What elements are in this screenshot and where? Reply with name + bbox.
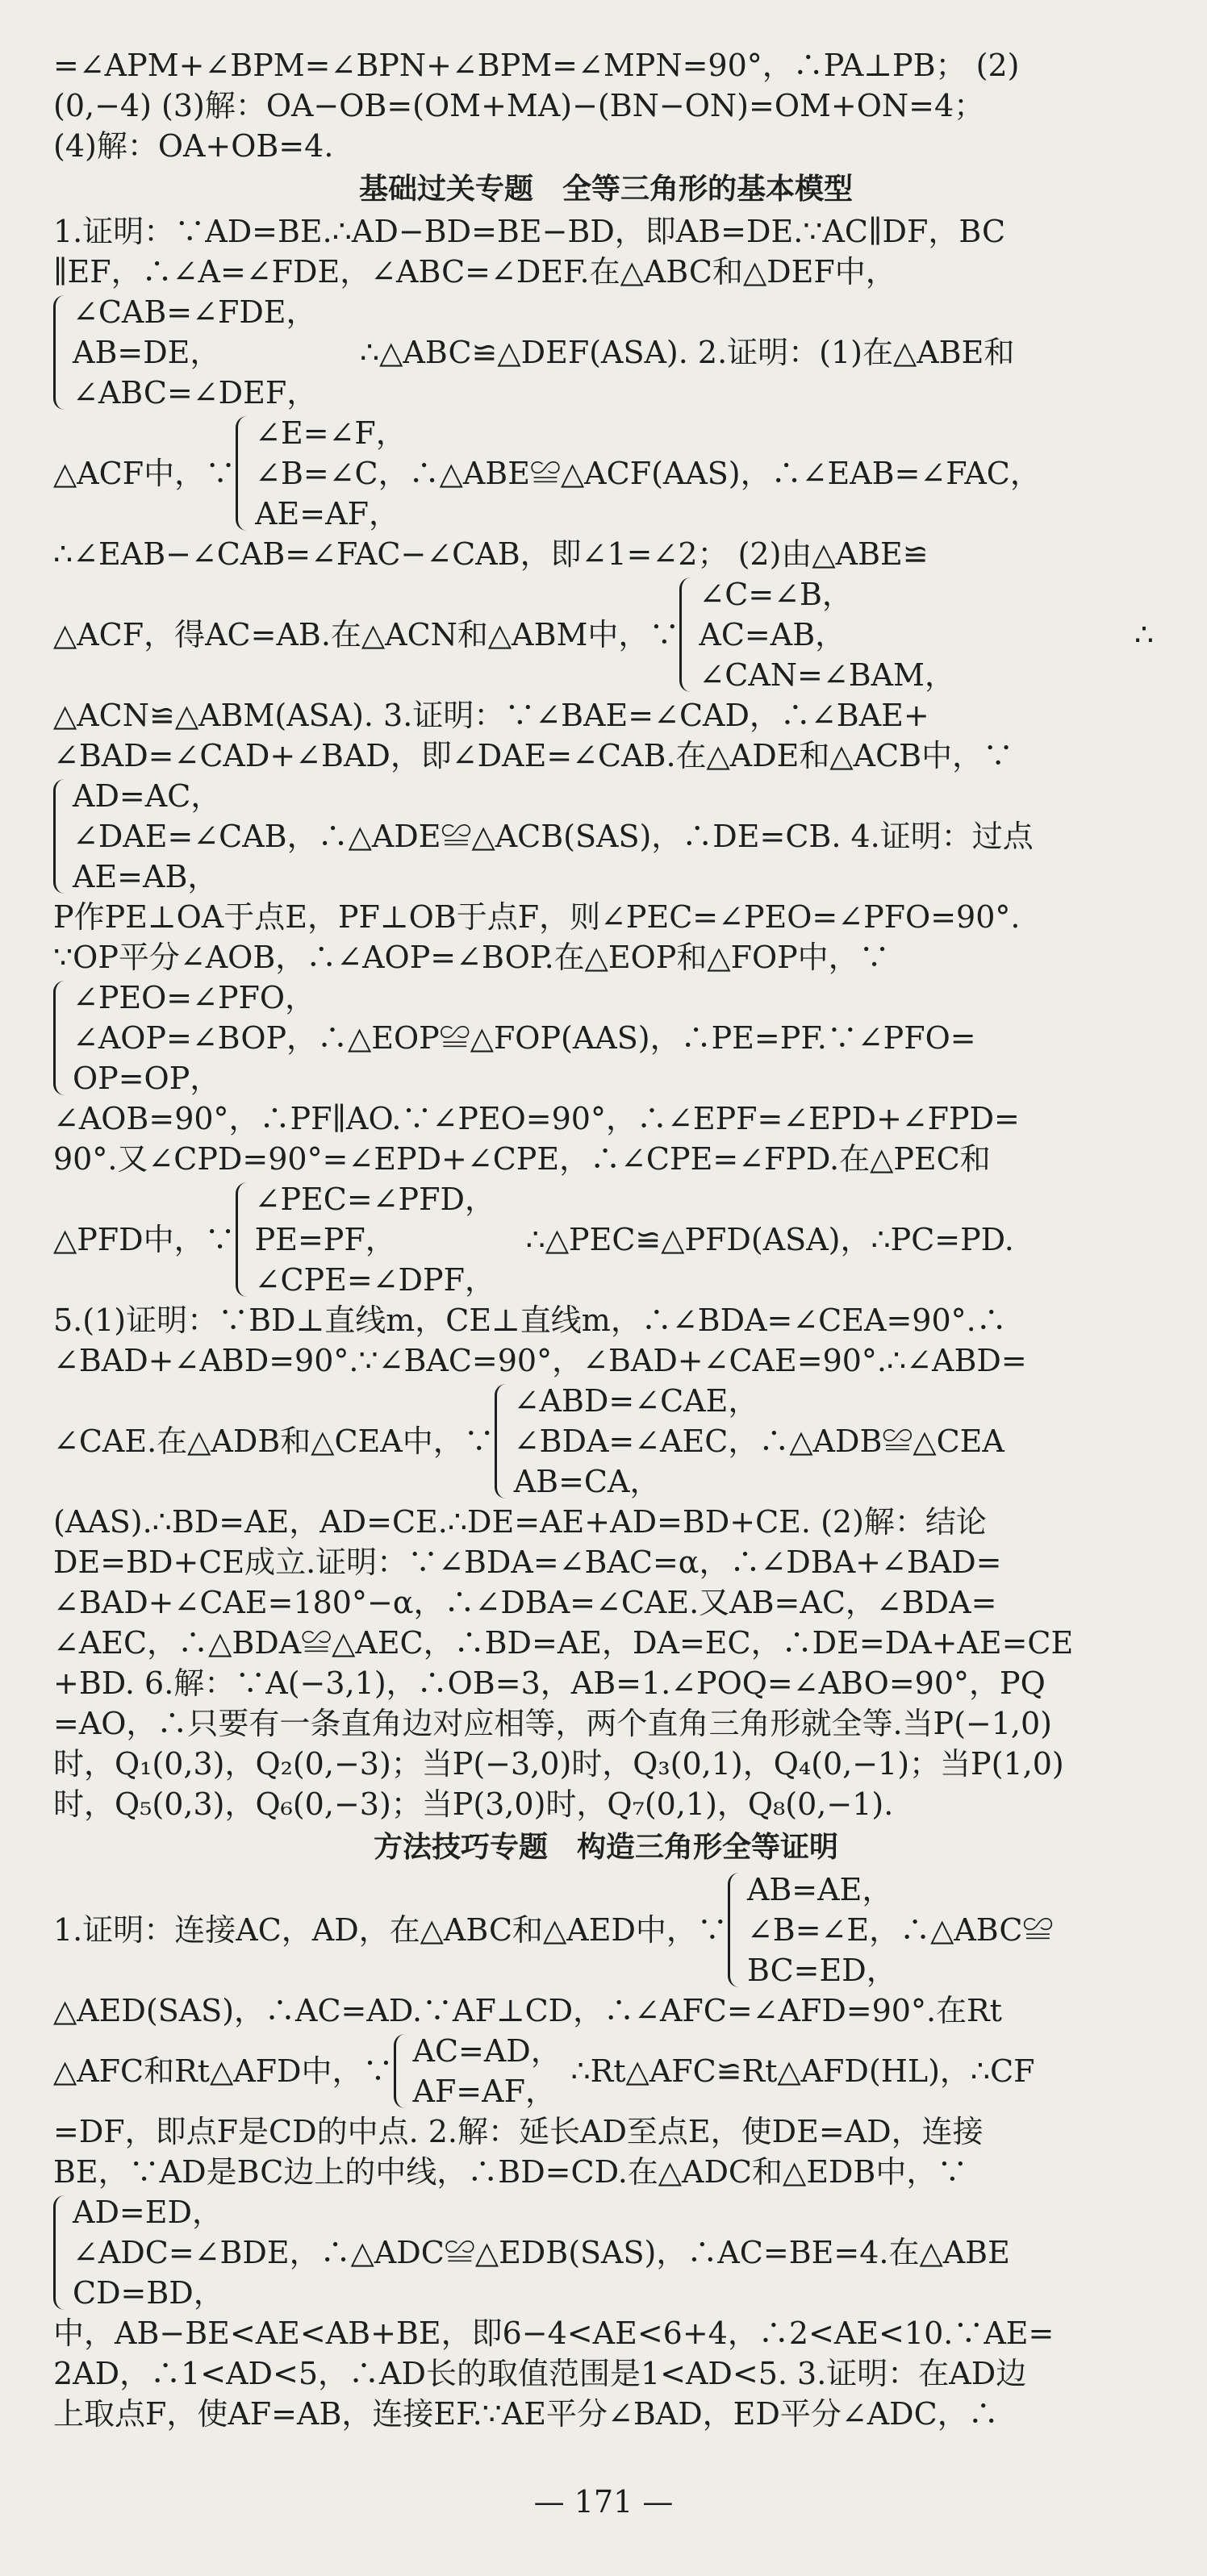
system-condition: ∠PEO=∠PFO， — [73, 980, 316, 1015]
text-line: (AAS).∴BD=AE，AD=CE.∴DE=AE+AD=BD+CE. (2)解：结论 — [53, 1504, 987, 1540]
text-line: ∴Rt△AFC≌Rt△AFD(HL)，∴CF — [570, 2053, 1035, 2089]
system-condition: AD=ED， — [73, 2195, 223, 2230]
left-brace — [53, 779, 69, 894]
text-line: =∠APM+∠BPM=∠BPN+∠BPM=∠MPN=90°，∴PA⊥PB； (2) — [53, 48, 1020, 83]
system-condition: BC=ED， — [746, 1953, 897, 1988]
text-line: BE，∵AD是BC边上的中线，∴BD=CD.在△ADC和△EDB中，∵ — [53, 2154, 968, 2190]
text-line: 中，AB−BE<AE<AB+BE，即6−4<AE<6+4，∴2<AE<10.∵AE= — [53, 2315, 1055, 2351]
equation-system — [394, 2031, 571, 2111]
section-heading: 基础过关专题 全等三角形的基本模型 — [358, 173, 853, 206]
system-condition: ∠AOP=∠BOP，∴△EOP≌△FOP(AAS)，∴PE=PF.∵∠PFO= — [73, 1020, 976, 1056]
text-line: ∴∠EAB−∠CAB=∠FAC−∠CAB，即∠1=∠2； (2)由△ABE≌ — [53, 536, 929, 572]
text-line: △PFD中，∵ — [53, 1222, 236, 1257]
text-line: ∴ — [1134, 617, 1154, 652]
equation-system-row — [53, 2031, 1159, 2111]
text-line: ∴△PEC≌△PFD(ASA)，∴PC=PD. — [525, 1222, 1014, 1257]
system-condition: AB=AE， — [746, 1872, 893, 1907]
equation-system — [53, 776, 1159, 897]
equation-system — [236, 1179, 526, 1300]
system-condition: AE=AF， — [255, 496, 399, 531]
system-condition: OP=OP， — [73, 1061, 221, 1096]
system-condition: PE=PF， — [254, 1222, 396, 1257]
system-condition: ∠B=∠C，∴△ABE≌△ACF(AAS)，∴∠EAB=∠FAC， — [255, 456, 1041, 491]
equation-system — [53, 977, 1159, 1098]
left-brace — [679, 577, 695, 692]
left-brace — [53, 295, 69, 410]
equation-system — [495, 1381, 1159, 1502]
system-condition: AF=AF， — [412, 2074, 556, 2109]
left-brace — [236, 1182, 251, 1297]
system-condition: AB=CA， — [513, 1464, 661, 1499]
left-brace — [53, 2195, 69, 2310]
solution-text — [53, 45, 1159, 2434]
equation-system — [236, 413, 1159, 534]
equation-system-row — [53, 292, 1159, 413]
left-brace — [53, 981, 69, 1095]
equation-system — [728, 1869, 1159, 1990]
text-line: △ACF中，∵ — [53, 456, 236, 491]
text-line: (4)解：OA+OB=4. — [53, 128, 334, 164]
system-condition: AC=AB， — [699, 617, 846, 652]
text-line: DE=BD+CE成立.证明：∵∠BDA=∠BAC=α，∴∠DBA+∠BAD= — [53, 1544, 1002, 1580]
system-condition: ∠ABD=∠CAE， — [513, 1383, 759, 1419]
equation-system-row — [53, 1869, 1159, 1990]
system-condition: ∠ABC=∠DEF， — [73, 375, 318, 411]
equation-system — [679, 574, 1134, 695]
system-condition: ∠BDA=∠AEC，∴△ADB≌△CEA — [513, 1423, 1004, 1459]
system-condition: ∠PEC=∠PFD， — [254, 1182, 495, 1217]
text-line: ∠CAE.在△ADB和△CEA中，∵ — [53, 1423, 495, 1459]
system-condition: ∠DAE=∠CAB，∴△ADE≌△ACB(SAS)，∴DE=CB. 4.证明：过点 — [73, 819, 1034, 854]
equation-system-row — [53, 574, 1159, 695]
text-line: 1.证明：连接AC，AD，在△ABC和△AED中，∵ — [53, 1912, 728, 1948]
text-line: ∠AEC，∴△BDA≌△AEC，∴BD=AE，DA=EC，∴DE=DA+AE=CE — [53, 1625, 1074, 1661]
equation-system — [53, 2192, 1159, 2313]
system-condition: ∠B=∠E，∴△ABC≌ — [746, 1912, 1054, 1948]
equation-system-row — [53, 413, 1159, 534]
system-condition: ∠CAB=∠FDE， — [73, 294, 317, 330]
text-line: △ACN≌△ABM(ASA). 3.证明：∵∠BAE=∠CAD，∴∠BAE+ — [53, 698, 929, 733]
text-line: 90°.又∠CPD=90°=∠EPD+∠CPE，∴∠CPE=∠FPD.在△PEC和 — [53, 1141, 991, 1177]
system-condition: ∠E=∠F， — [255, 415, 407, 451]
text-line: ∠BAD+∠ABD=90°.∵∠BAC=90°，∠BAD+∠CAE=90°.∴∠ABD= — [53, 1343, 1027, 1378]
text-line: 2AD，∴1<AD<5，∴AD长的取值范围是1<AD<5. 3.证明：在AD边 — [53, 2356, 1027, 2391]
text-line: ∴△ABC≌△DEF(ASA). 2.证明：(1)在△ABE和 — [360, 335, 1015, 370]
system-condition: ∠ADC=∠BDE，∴△ADC≌△EDB(SAS)，∴AC=BE=4.在△ABE — [73, 2235, 1010, 2270]
text-line: +BD. 6.解：∵A(−3,1)，∴OB=3，AB=1.∠POQ=∠ABO=90°，PQ — [53, 1665, 1046, 1701]
system-condition: AC=AD， — [412, 2033, 562, 2069]
text-line: =DF，即点F是CD的中点. 2.解：延长AD至点E，使DE=AD，连接 — [53, 2114, 984, 2149]
equation-system-row — [53, 1381, 1159, 1502]
section-heading: 方法技巧专题 构造三角形全等证明 — [373, 1831, 838, 1864]
text-line: ∠BAD=∠CAD+∠BAD，即∠DAE=∠CAB.在△ADE和△ACB中，∵ — [53, 738, 1014, 773]
equation-system-row — [53, 1179, 1159, 1300]
text-line: ∠AOB=90°，∴PF∥AO.∵∠PEO=90°，∴∠EPF=∠EPD+∠FPD= — [53, 1101, 1020, 1136]
left-brace — [495, 1384, 510, 1498]
text-line: △ACF，得AC=AB.在△ACN和△ABM中，∵ — [53, 617, 680, 652]
system-condition: ∠C=∠B， — [699, 577, 853, 612]
text-line: ∥EF，∴∠A=∠FDE，∠ABC=∠DEF.在△ABC和△DEF中， — [53, 254, 896, 290]
text-line: △AFC和Rt△AFD中，∵ — [53, 2053, 394, 2089]
left-brace — [236, 416, 251, 531]
text-line: ∠BAD+∠CAE=180°−α，∴∠DBA=∠CAE.又AB=AC，∠BDA= — [53, 1585, 997, 1620]
text-line: 时，Q₅(0,3)，Q₆(0,−3)；当P(3,0)时，Q₇(0,1)，Q₈(0,−1). — [53, 1786, 894, 1822]
text-line: 5.(1)证明：∵BD⊥直线m，CE⊥直线m，∴∠BDA=∠CEA=90°.∴ — [53, 1303, 1007, 1338]
system-condition: ∠CPE=∠DPF， — [254, 1262, 495, 1298]
text-line: 时，Q₁(0,3)，Q₂(0,−3)；当P(−3,0)时，Q₃(0,1)，Q₄(0,−1)；当P(1,0) — [53, 1746, 1064, 1782]
text-line: 1.证明：∵AD=BE.∴AD−BD=BE−BD，即AB=DE.∵AC∥DF，BC — [53, 214, 1006, 249]
text-line: =AO，∴只要有一条直角边对应相等，两个直角三角形就全等.当P(−1,0) — [53, 1706, 1053, 1741]
text-line: ∵OP平分∠AOB，∴∠AOP=∠BOP.在△EOP和△FOP中，∵ — [53, 940, 890, 975]
text-line: △AED(SAS)，∴AC=AD.∵AF⊥CD，∴∠AFC=∠AFD=90°.在Rt — [53, 1993, 1002, 2028]
equation-system — [53, 292, 360, 413]
system-condition: AD=AC， — [73, 778, 222, 814]
left-brace — [728, 1873, 743, 1987]
system-condition: AE=AB， — [73, 859, 219, 894]
page-number: — 171 — — [533, 2484, 674, 2520]
text-line: (0,−4) (3)解：OA−OB=(OM+MA)−(BN−ON)=OM+ON=4； — [53, 88, 985, 123]
text-line: 上取点F，使AF=AB，连接EF.∵AE平分∠BAD，ED平分∠ADC，∴ — [53, 2396, 999, 2432]
system-condition: AB=DE， — [73, 335, 221, 370]
text-line: P作PE⊥OA于点E，PF⊥OB于点F，则∠PEC=∠PEO=∠PFO=90°. — [53, 899, 1021, 935]
left-brace — [394, 2034, 409, 2108]
system-condition: ∠CAN=∠BAM， — [699, 657, 955, 693]
system-condition: CD=BD， — [73, 2275, 224, 2311]
